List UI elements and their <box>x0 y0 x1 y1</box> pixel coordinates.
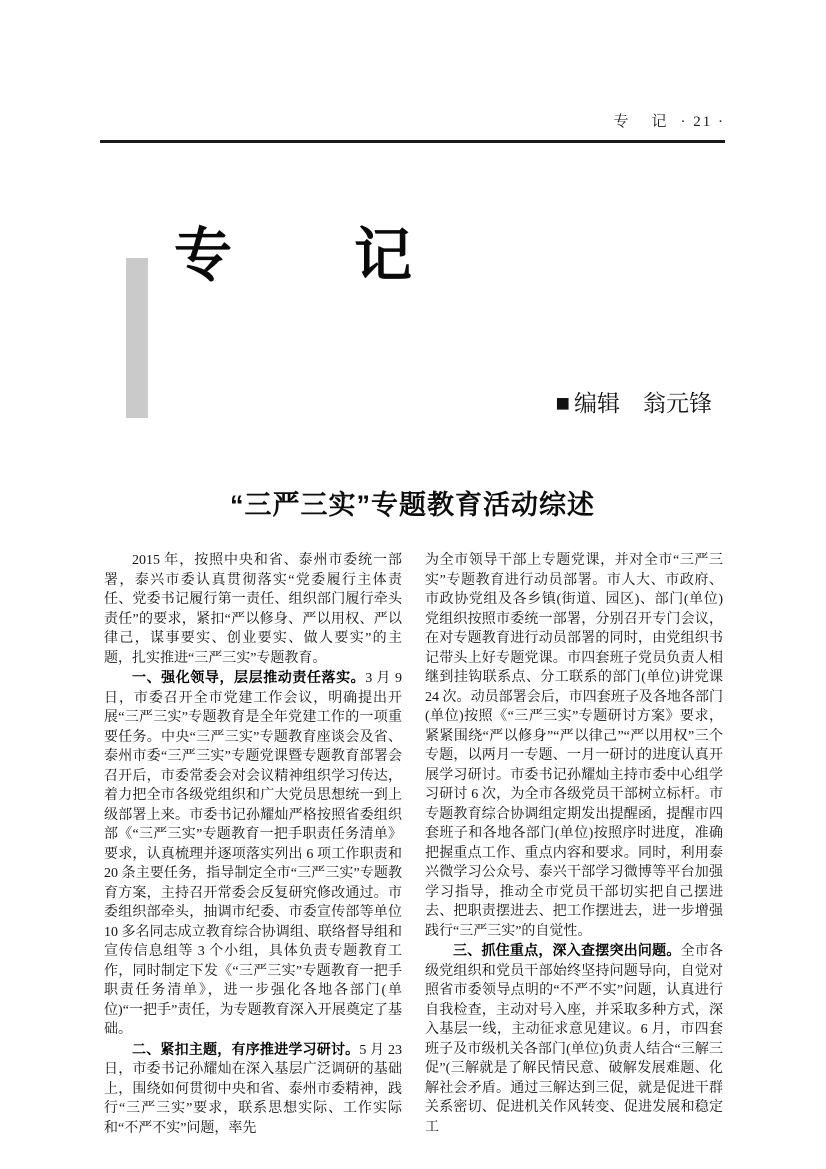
paragraph-text: 全市各级党组织和党员干部始终坚持问题导向，自觉对照省市委领导点明的“不严不实”问题，认真进行自我检查，主动对号入座，并采取多种方式，深入基层一线，主动征求意见建议。6 月，市四套班子及市级机关各部门(单位)负责人结合“三解三促”(三解就是了解民情民意、破解发展难题、化解社会矛盾。通过三解达到三促，就是促进干群关系密切、促进机关作风转变、促进发展和稳定工 <box>425 944 724 1135</box>
column-right <box>425 550 723 1138</box>
running-head-page-number: · 21 · <box>680 114 725 130</box>
header-rule <box>100 140 725 143</box>
paragraph-lead: 三、抓住重点，深入查摆突出问题。 <box>453 942 681 958</box>
square-marker-icon: ■ <box>555 391 570 417</box>
paragraph <box>104 1040 402 1139</box>
paragraph-text: 5 月 23 日，市委书记孙耀灿在深入基层广泛调研的基础上，围绕如何贯彻中央和省、泰州市委精神，践行“三严三实”要求，联系思想实际、工作实际和“不严不实”问题，率先 <box>104 1042 403 1136</box>
paragraph-lead: 二、紧扣主题，有序推进学习研讨。 <box>132 1040 360 1057</box>
editor-credit <box>100 385 712 418</box>
section-title: 专 记 <box>174 223 415 288</box>
paragraph <box>104 668 402 1040</box>
column-left <box>104 550 402 1138</box>
paragraph <box>425 941 723 1137</box>
paragraph-text: 2015 年，按照中央和省、泰州市委统一部署，泰兴市委认真贯彻落实“党委履行主体责任、党委书记履行第一责任、组织部门履行牵头责任”的要求，紧扣“严以修身、严以用权、严以律己，谋事要实、创业要实、做人要实”的主题，扎实推进“三严三实”专题教育。 <box>104 553 402 666</box>
article-body <box>104 550 724 1138</box>
editor-label: 编辑 <box>574 391 620 416</box>
paragraph-text: 为全市领导干部上专题党课，并对全市“三严三实”专题教育进行动员部署。市人大、市政府、市政协党组及各乡镇(街道、园区)、部门(单位)党组织按照市委统一部署，分别召开专门会议，在对专题教育进行动员部署的同时，由党组织书记带头上好专题党课。市四套班子党员负责人相继到挂钩联系点、分工联系的部门(单位)讲党课 24 次。动员部署会后，市四套班子及各地各部门(单位)按照《“三严三实”专题研讨方案》要求，紧紧围绕“严以修身”“严以律己”“严以用权”三个专题，以两月一专题、一月一研讨的进度认真开展学习研讨。市委书记孙耀灿主持市委中心组学习研讨 6 次，为全市各级党员干部树立标杆。市专题教育综合协调组定期发出提醒函，提醒市四套班子和各地各部门(单位)按照序时进度，准确把握重点工作、重点内容和要求。同时，利用泰兴微学习公众号、泰兴干部学习微博等平台加强学习指导，推动全市党员干部切实把自己摆进去、把职责摆进去、把工作摆进去，进一步增强践行“三严三实”的自觉性。 <box>425 553 723 939</box>
paragraph-text: 3 月 9 日，市委召开全市党建工作会议，明确提出开展“三严三实”专题教育是全年党建工作的一项重要任务。中央“三严三实”专题教育座谈会及省、泰州市委“三严三实”专题党课暨专题教育部署会召开后，市委常委会对会议精神组织学习传达，着力把全市各级党组织和广大党员思想统一到上级部署上来。市委书记孙耀灿严格按照省委组织部《“三严三实”专题教育一把手职责任务清单》要求，认真梳理并逐项落实列出 6 项工作职责和 20 条主要任务，指导制定全市“三严三实”专题教育方案，主持召开常委会反复研究修改通过。市委组织部牵头，抽调市纪委、市委宣传部等单位 10 多名同志成立教育综合协调组、联络督导组和宣传信息组等 3 个小组，具体负责专题教育工作，同时制定下发《“三严三实”专题教育一把手职责任务清单》，进一步强化各地各部门(单位)“一把手”责任，为专题教育深入开展奠定了基础。 <box>104 671 403 1037</box>
editor-name: 翁元锋 <box>643 391 712 416</box>
paragraph-lead: 一、强化领导，层层推动责任落实。 <box>132 669 366 685</box>
running-head-section: 专 记 <box>613 114 671 130</box>
paragraph-continuation <box>425 550 723 941</box>
running-head <box>100 110 725 131</box>
article-title: “三严三实”专题教育活动综述 <box>230 490 595 520</box>
paragraph <box>104 550 402 668</box>
